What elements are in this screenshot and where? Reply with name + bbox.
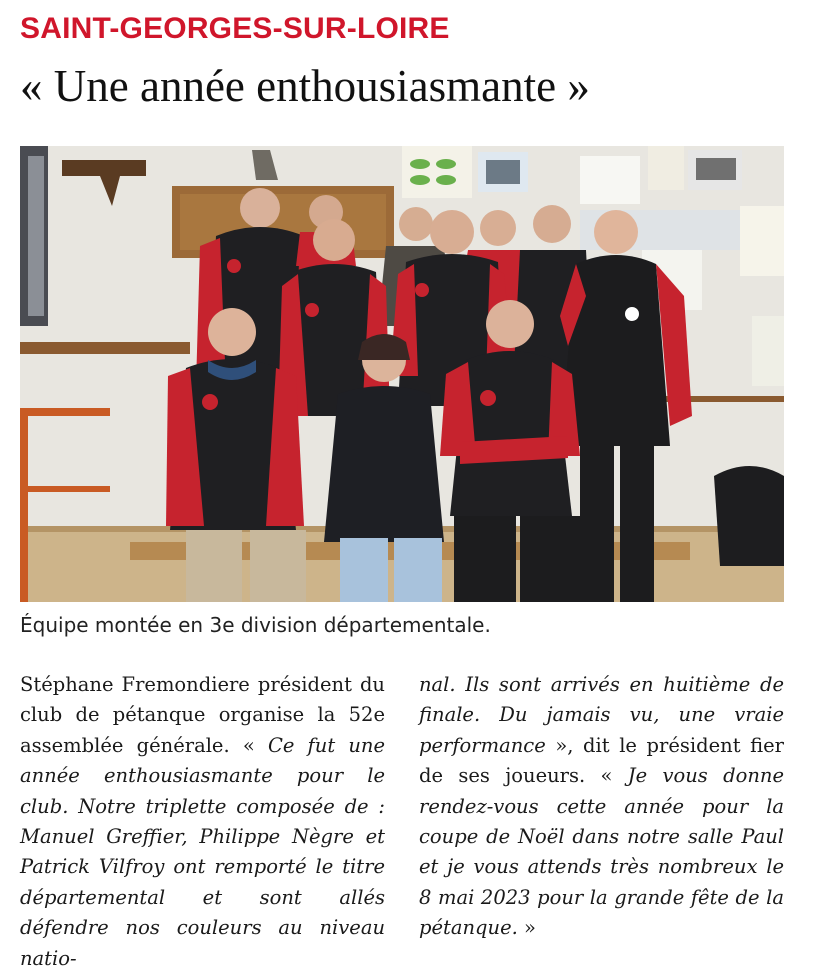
quote-text: Je vous donne rendez-vous cette année pour la coupe de Noël dans notre salle Paul et je vous attends très nombreux le 8 mai 2023 pour la grande fête de la pétanque. [419, 764, 784, 940]
article-body-column-2 [419, 670, 784, 944]
article-body-column-1 [20, 670, 385, 974]
article-headline: « Une année enthousiasmante » [20, 61, 590, 111]
quote-text: nal. Ils sont arrivés en huitième de finale. Du jamais vu, une vraie performance [419, 673, 784, 757]
body-text: » [517, 916, 536, 940]
article-photo [20, 146, 784, 602]
team-photo-illustration [20, 146, 784, 602]
body-text: », dit le président fier de ses joueurs. « [419, 733, 784, 788]
section-kicker: SAINT-GEORGES-SUR-LOIRE [20, 12, 450, 45]
photo-caption: Équipe montée en 3e division départementale. [20, 613, 491, 637]
quote-text: Ce fut une année enthousiasmante pour le club. Notre triplette composée de : Manuel Greffier, Philippe Nègre et Patrick Vilfroy ont remporté le titre départemental et sont allés défendre nos couleurs au niveau natio- [20, 733, 385, 970]
body-text: Stéphane Fremondiere président du club de pétanque organise la 52e assemblée générale. « [20, 673, 385, 757]
